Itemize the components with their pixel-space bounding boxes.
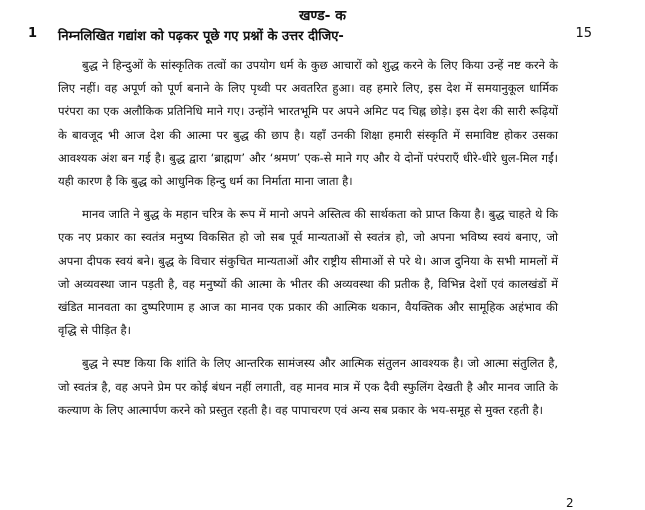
page-number-partial: 2 — [566, 496, 574, 510]
passage-paragraph-1: बुद्ध ने हिन्दुओं के सांस्कृतिक तत्वों का उपयोग धर्म के कुछ आचारों को शुद्ध करने के लिए किया उन्हें नष्ट करने के लिए नहीं। वह अपूर्ण को पूर्ण बनाने के लिए पृथ्वी पर अवतरित हुआ। वह हमारे लिए, इस देश में समयानुकूल धार्मिक परंपरा का एक अलौकिक प्रतिनिधि माने गए। उन्होंने भारतभूमि पर अपने अमिट पद चिह्न छोड़े। इस देश की सारी रूढ़ियों के बावजूद भी आज देश की आत्मा पर बुद्ध की छाप है। यहाँ उनकी शिक्षा हमारी संस्कृति में समाविष्ट होकर उसका आवश्यक अंश बन गई है। बुद्ध द्वारा ‘ब्राह्मण’ और ‘श्रमण’ एक-से माने गए और ये दोनों परंपराएँ धीरे-धीरे धुल-मिल गईं। यही कारण है कि बुद्ध को आधुनिक हिन्दु धर्म का निर्माता माना जाता है। — [58, 58, 558, 189]
question-instruction: निम्नलिखित गद्यांश को पढ़कर पूछे गए प्रश्नों के उत्तर दीजिए- — [58, 29, 344, 44]
question-number: 1 — [28, 26, 38, 41]
passage-paragraph-2: मानव जाति ने बुद्ध के महान चरित्र के रूप में मानो अपने अस्तित्व की सार्थकता को प्राप्त किया है। बुद्ध चाहते थे कि एक नए प्रकार का स्वतंत्र मनुष्य विकसित हो जो सब पूर्व मान्यताओं से स्वतंत्र हो, जो अपना भविष्य स्वयं बनाए, जो अपना दीपक स्वयं बने। बुद्ध के विचार संकुचित मान्यताओं और राष्ट्रीय सीमाओं से परे थे। आज दुनिया के सभी मामलों में जो अव्यवस्था जान पड़ती है, वह मनुष्यों की आत्मा के भीतर की अव्यवस्था की प्रतीक है, विभिन्न देशों एवं कालखंडों में खंडित मानवता का दुष्परिणाम ह आज का मानव एक प्रकार की आत्मिक थकान, वैयक्तिक और सामूहिक अहंभाव की वृद्धि से पीड़ित है। — [58, 207, 558, 338]
question-header — [28, 26, 592, 46]
passage — [58, 54, 558, 432]
question-marks: 15 — [575, 26, 592, 41]
section-title: खण्ड- क — [298, 8, 347, 24]
passage-paragraph-3: बुद्ध ने स्पष्ट किया कि शांति के लिए आन्तरिक सामंजस्य और आत्मिक संतुलन आवश्यक है। जो आत्मा संतुलित है, जो स्वतंत्र है, वह अपने प्रेम पर कोई बंधन नहीं लगाती, वह मानव मात्र में एक दैवी स्फुलिंग देखती है और मानव जाति के कल्याण के लिए आत्मार्पण करने को प्रस्तुत रहती है। वह पापाचरण एवं अन्य सब प्रकार के भय-समूह से मुक्त रहती है। — [58, 356, 558, 417]
